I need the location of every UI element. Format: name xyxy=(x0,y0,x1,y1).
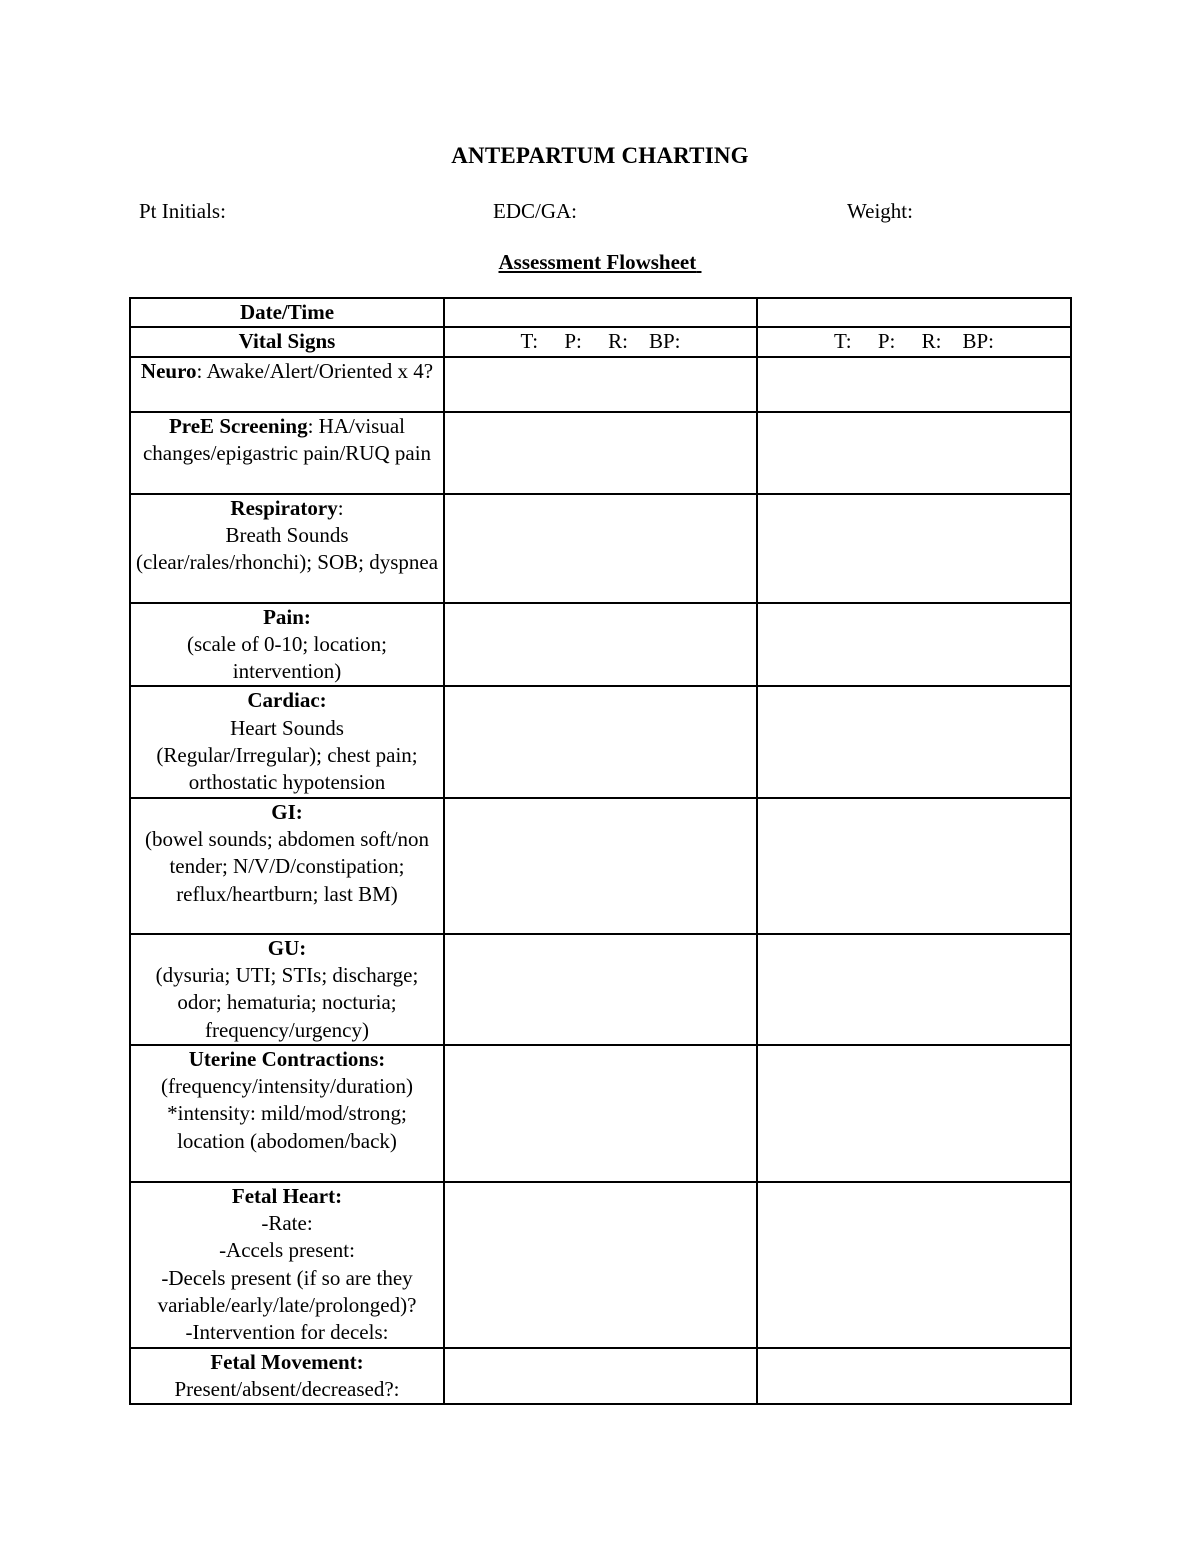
gu-entry-1[interactable] xyxy=(444,934,757,1045)
fetal-heart-entry-2[interactable] xyxy=(757,1182,1071,1348)
pt-initials-label: Pt Initials: xyxy=(139,199,226,223)
pree-entry-2[interactable] xyxy=(757,412,1071,494)
uterine-entry-2[interactable] xyxy=(757,1045,1071,1182)
table-row xyxy=(130,686,1071,797)
date-time-entry-2[interactable] xyxy=(757,298,1071,327)
table-row xyxy=(130,412,1071,494)
pree-entry-1[interactable] xyxy=(444,412,757,494)
vital-signs-fields: T: P: R: BP: xyxy=(834,329,994,354)
table-row xyxy=(130,327,1071,356)
respiratory-entry-2[interactable] xyxy=(757,494,1071,603)
fetal-movement-entry-2[interactable] xyxy=(757,1348,1071,1405)
table-row xyxy=(130,357,1071,412)
section-subtitle: Assessment Flowsheet xyxy=(498,250,697,274)
uterine-entry-1[interactable] xyxy=(444,1045,757,1182)
edc-ga-label: EDC/GA: xyxy=(493,199,577,223)
table-row xyxy=(130,298,1071,327)
row-label-pain: Pain: (scale of 0-10; location; intervention) xyxy=(130,603,444,687)
gu-entry-2[interactable] xyxy=(757,934,1071,1045)
table-row xyxy=(130,494,1071,603)
row-label-uterine-contractions: Uterine Contractions: (frequency/intensity/duration) *intensity: mild/mod/strong; location (abodomen/back) xyxy=(130,1045,444,1182)
table-row xyxy=(130,603,1071,687)
row-label-gu: GU: (dysuria; UTI; STIs; discharge; odor; hematuria; nocturia; frequency/urgency) xyxy=(130,934,444,1045)
patient-info-row xyxy=(0,199,1200,227)
date-time-entry-1[interactable] xyxy=(444,298,757,327)
row-label-respiratory: Respiratory: Breath Sounds (clear/rales/rhonchi); SOB; dyspnea xyxy=(130,494,444,603)
cardiac-entry-1[interactable] xyxy=(444,686,757,797)
row-label-gi: GI: (bowel sounds; abdomen soft/non tender; N/V/D/constipation; reflux/heartburn; last BM) xyxy=(130,798,444,934)
row-label-fetal-heart: Fetal Heart: -Rate: -Accels present: -Decels present (if so are they variable/early/late/prolonged)? -Intervention for decels: xyxy=(130,1182,444,1348)
table-row xyxy=(130,1045,1071,1182)
neuro-entry-1[interactable] xyxy=(444,357,757,412)
fetal-movement-entry-1[interactable] xyxy=(444,1348,757,1405)
respiratory-entry-1[interactable] xyxy=(444,494,757,603)
table-row xyxy=(130,934,1071,1045)
weight-label: Weight: xyxy=(847,199,913,223)
vital-signs-entry-1[interactable] xyxy=(444,327,757,356)
cardiac-entry-2[interactable] xyxy=(757,686,1071,797)
pain-entry-2[interactable] xyxy=(757,603,1071,687)
gi-entry-2[interactable] xyxy=(757,798,1071,934)
row-label-date-time: Date/Time xyxy=(130,298,444,327)
row-label-cardiac: Cardiac: Heart Sounds (Regular/Irregular); chest pain; orthostatic hypotension xyxy=(130,686,444,797)
table-row xyxy=(130,1182,1071,1348)
assessment-flowsheet-table xyxy=(129,297,1072,1405)
neuro-entry-2[interactable] xyxy=(757,357,1071,412)
row-label-neuro: Neuro: Awake/Alert/Oriented x 4? xyxy=(130,357,444,412)
vital-signs-fields: T: P: R: BP: xyxy=(520,329,681,354)
vital-signs-entry-2[interactable] xyxy=(757,327,1071,356)
row-label-pree-screening: PreE Screening: HA/visual changes/epigastric pain/RUQ pain xyxy=(130,412,444,494)
gi-entry-1[interactable] xyxy=(444,798,757,934)
table-row xyxy=(130,798,1071,934)
row-label-vital-signs: Vital Signs xyxy=(130,327,444,356)
table-row xyxy=(130,1348,1071,1405)
pain-entry-1[interactable] xyxy=(444,603,757,687)
row-label-fetal-movement: Fetal Movement: Present/absent/decreased?: xyxy=(130,1348,444,1405)
page-title: ANTEPARTUM CHARTING xyxy=(451,143,749,168)
fetal-heart-entry-1[interactable] xyxy=(444,1182,757,1348)
